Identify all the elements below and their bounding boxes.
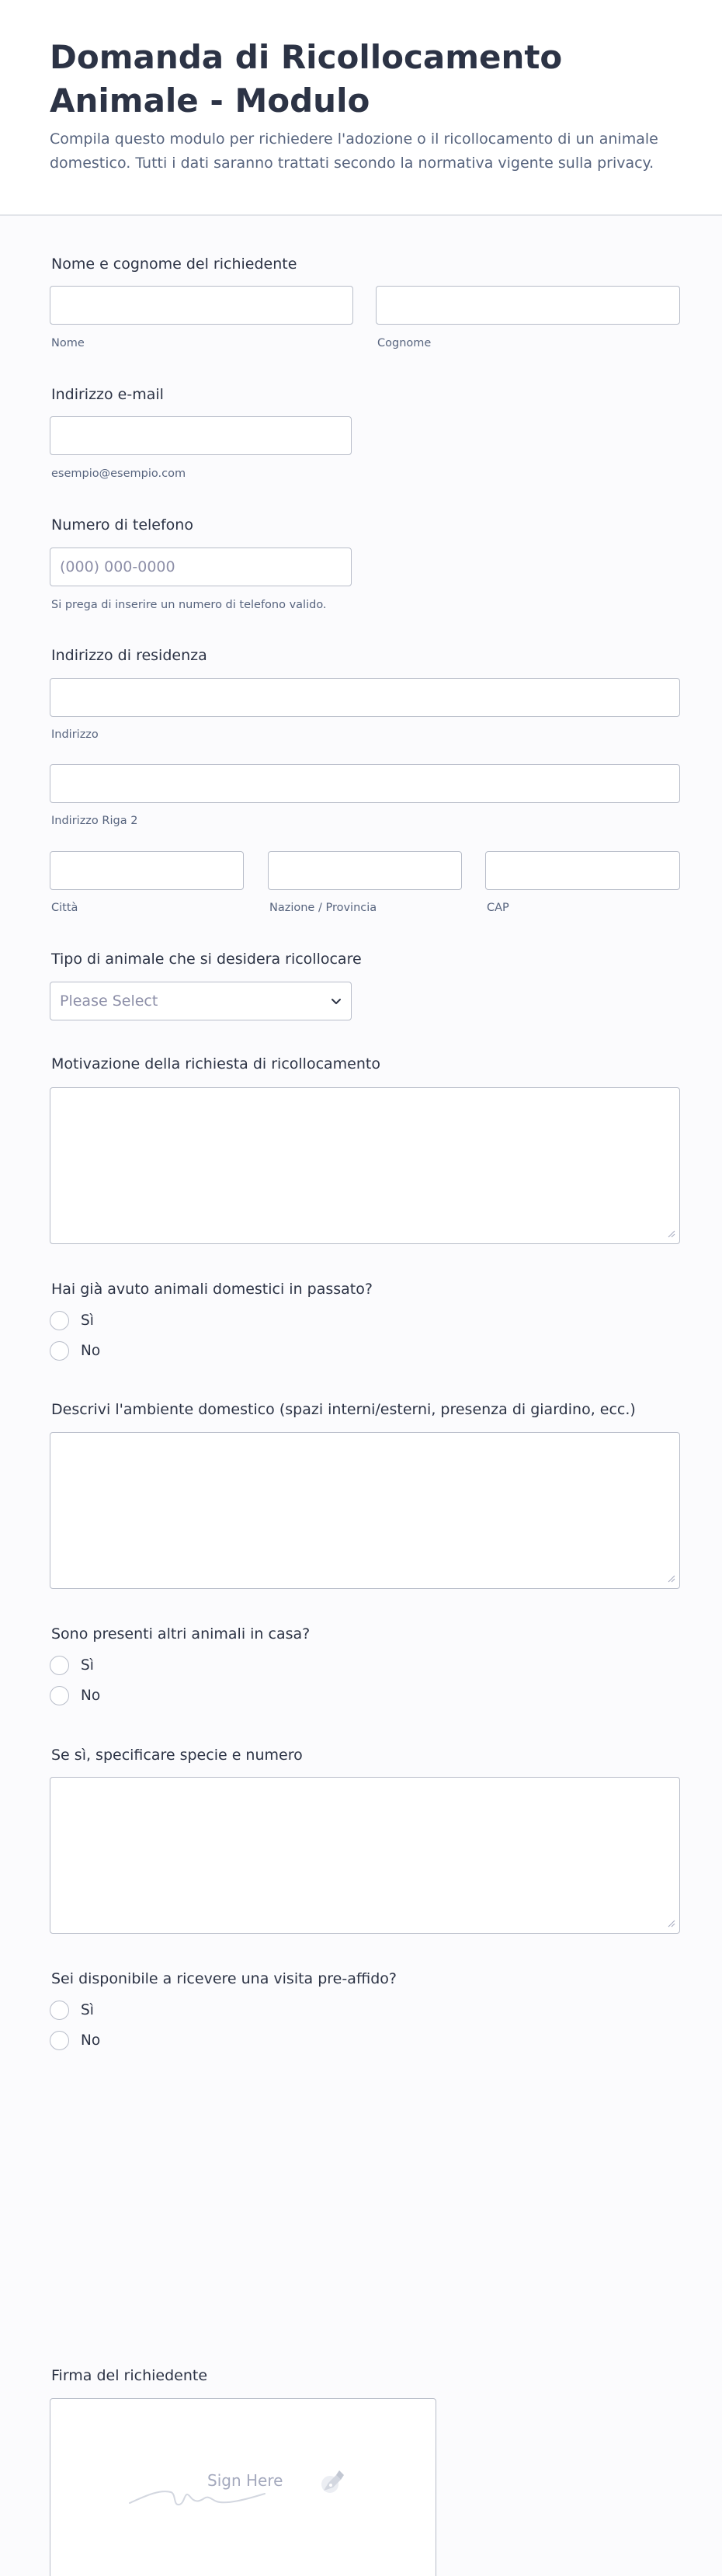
- visit-option-no[interactable]: [50, 2031, 100, 2050]
- resize-grip-icon[interactable]: [668, 1230, 675, 1238]
- resize-grip-icon[interactable]: [668, 1920, 675, 1928]
- radio-circle-icon[interactable]: [50, 1341, 69, 1361]
- radio-label: Sì: [81, 1657, 94, 1674]
- address-line2-sublabel: Indirizzo Riga 2: [51, 815, 138, 827]
- state-input[interactable]: [268, 851, 462, 890]
- address-line2-input[interactable]: [50, 764, 680, 803]
- radio-circle-icon[interactable]: [50, 2031, 69, 2050]
- prev-pets-label: Hai già avuto animali domestici in passato?: [51, 1281, 373, 1298]
- other-animals-label: Sono presenti altri animali in casa?: [51, 1625, 311, 1643]
- address-line1-input[interactable]: [50, 678, 680, 717]
- city-sublabel: Città: [51, 902, 78, 914]
- city-input[interactable]: [50, 851, 244, 890]
- name-label: Nome e cognome del richiedente: [51, 256, 297, 273]
- email-sublabel: esempio@esempio.com: [51, 468, 186, 480]
- zip-sublabel: CAP: [487, 902, 509, 914]
- last-name-sublabel: Cognome: [377, 337, 432, 349]
- radio-label: No: [81, 2032, 101, 2049]
- email-label: Indirizzo e-mail: [51, 386, 164, 403]
- zip-input[interactable]: [485, 851, 680, 890]
- environment-label: Descrivi l'ambiente domestico (spazi interni/esterni, presenza di giardino, ecc.): [51, 1401, 636, 1418]
- species-textarea[interactable]: [50, 1777, 680, 1934]
- visit-option-yes[interactable]: [50, 2001, 94, 2020]
- form-subtitle: Compila questo modulo per richiedere l'adozione o il ricollocamento di un animale domestico. Tutti i dati saranno trattati secondo la normativa vigente sulla privacy.: [50, 130, 658, 172]
- radio-label: No: [81, 1343, 101, 1359]
- animal-type-select[interactable]: [50, 982, 352, 1020]
- radio-label: No: [81, 1688, 101, 1704]
- motivation-label: Motivazione della richiesta di ricollocamento: [51, 1055, 380, 1072]
- form-title: Domanda di Ricollocamento Animale - Modulo: [50, 38, 563, 120]
- other-animals-option-yes[interactable]: [50, 1656, 94, 1675]
- email-input[interactable]: [50, 416, 352, 455]
- state-sublabel: Nazione / Provincia: [269, 902, 377, 914]
- animal-type-selected: Please Select: [60, 993, 158, 1010]
- phone-input[interactable]: [50, 548, 352, 586]
- address-line1-sublabel: Indirizzo: [51, 728, 99, 741]
- resize-grip-icon[interactable]: [668, 1575, 675, 1583]
- phone-sublabel: Si prega di inserire un numero di telefono valido.: [51, 599, 327, 611]
- last-name-input[interactable]: [376, 286, 680, 325]
- first-name-sublabel: Nome: [51, 337, 85, 349]
- radio-circle-icon[interactable]: [50, 1311, 69, 1330]
- form-header: [0, 0, 722, 216]
- animal-type-label: Tipo di animale che si desidera ricollocare: [51, 951, 362, 968]
- radio-label: Sì: [81, 2002, 94, 2018]
- signature-label: Firma del richiedente: [51, 2367, 208, 2384]
- signature-pad[interactable]: [50, 2398, 436, 2576]
- phone-label: Numero di telefono: [51, 516, 193, 534]
- species-label: Se sì, specificare specie e numero: [51, 1747, 303, 1764]
- prev-pets-option-no[interactable]: [50, 1341, 100, 1361]
- radio-circle-icon[interactable]: [50, 1686, 69, 1705]
- environment-textarea[interactable]: [50, 1432, 680, 1589]
- first-name-input[interactable]: [50, 286, 353, 325]
- prev-pets-option-yes[interactable]: [50, 1311, 94, 1330]
- pen-icon: [318, 2466, 349, 2500]
- visit-label: Sei disponibile a ricevere una visita pre-affido?: [51, 1970, 397, 1987]
- radio-label: Sì: [81, 1312, 94, 1329]
- signature-placeholder: Sign Here: [207, 2471, 283, 2490]
- address-label: Indirizzo di residenza: [51, 647, 207, 664]
- other-animals-option-no[interactable]: [50, 1686, 100, 1705]
- motivation-textarea[interactable]: [50, 1087, 680, 1244]
- radio-circle-icon[interactable]: [50, 2001, 69, 2020]
- chevron-down-icon: [331, 994, 342, 1009]
- radio-circle-icon[interactable]: [50, 1656, 69, 1675]
